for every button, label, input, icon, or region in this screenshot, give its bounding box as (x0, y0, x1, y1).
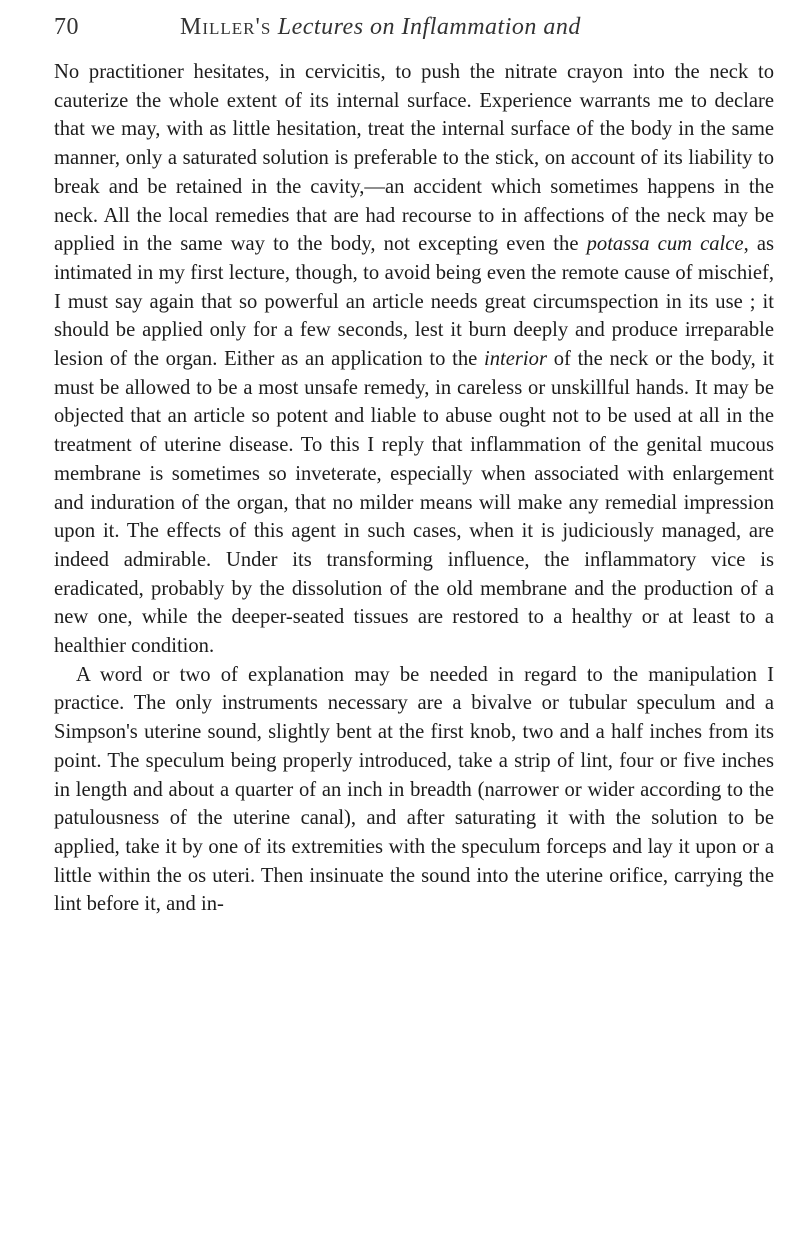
running-title-text: Lectures on Inflammation and (277, 14, 581, 40)
paragraph-2 (54, 661, 774, 919)
paragraph-1-italic-potassa: potassa cum calce (586, 233, 744, 256)
page-number: 70 (54, 14, 79, 40)
paragraph-2-text-1: A word or two of explanation may be needed in regard to the manipulation I practice. The only instruments necessary are a bivalve or tubular speculum and a Simpson's uterine sound, slightly bent at the first knob, two and a half inches from its point. The speculum being properly introduced, take a strip of lint, four or five inches in length and about a quarter of an inch in breadth (narrower or wider according to the patulousness of the uterine canal), and after saturating it with the solution to be applied, take it by one of its extremities with the speculum forceps and lay it upon or a little within the os uteri. Then insinuate the sound into the uterine orifice, carrying the lint before it, and in- (54, 663, 774, 916)
paragraph-1-text-2: , as intimated in my first lecture, though, to avoid being even the remote cause of mischief, I must say again that so powerful an article needs great circumspection in its use ; it should be applied only for a few seconds, lest it burn deeply and produce irreparable lesion of the organ. Either as an application to the (54, 233, 775, 371)
running-title (180, 14, 581, 41)
body-text (54, 58, 774, 919)
paragraph-1-italic-interior: interior (484, 348, 547, 371)
running-head (54, 14, 774, 50)
running-title-author: Miller's (180, 14, 272, 40)
paragraph-1-text-3: of the neck or the body, it must be allowed to be a most unsafe remedy, in careless or unskillful hands. It may be objected that an article so potent and liable to abuse ought not to be used at all in the treatment of uterine disease. To this I reply that inflammation of the genital mucous membrane is sometimes so inveterate, especially when associated with enlargement and induration of the organ, that no milder means will make any remedial impression upon it. The effects of this agent in such cases, when it is judiciously managed, are indeed admirable. Under its transforming influence, the inflammatory vice is eradicated, probably by the dissolution of the old membrane and the production of a new one, while the deeper-seated tissues are restored to a healthy or at least to a healthier condition. (54, 348, 774, 658)
paragraph-1 (54, 58, 774, 661)
paragraph-1-text-1: No practitioner hesitates, in cervicitis, to push the nitrate crayon into the neck to cauterize the whole extent of its internal surface. Experience warrants me to declare that we may, with as little hesitation, treat the internal surface of the body in the same manner, only a saturated solution is preferable to the stick, on account of its liability to break and be retained in the cavity,—an accident which sometimes happens in the neck. All the local remedies that are had recourse to in affections of the neck may be applied in the same way to the body, not excepting even the (54, 61, 774, 256)
